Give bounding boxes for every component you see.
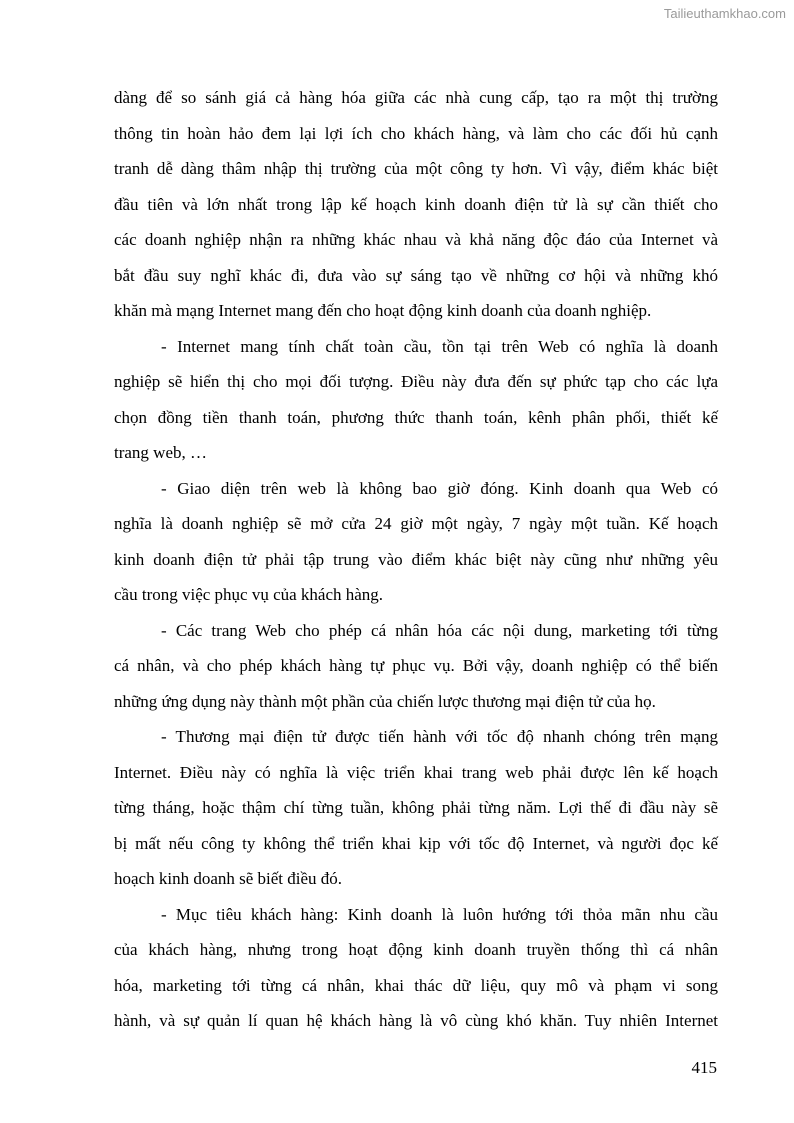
text-line: bị mất nếu công ty không thể triển khai kịp với tốc độ Internet, và người đọc kế (114, 833, 718, 853)
text-line: trang web, … (114, 443, 208, 462)
text-line: những ứng dụng này thành một phần của chiến lược thương mại điện tử của họ. (114, 691, 656, 711)
watermark: Tailieuthamkhao.com (663, 6, 786, 21)
text-line: tranh dễ dàng thâm nhập thị trường của một công ty hơn. Vì vậy, điểm khác biệt (114, 159, 718, 178)
text-line: hành, và sự quản lí quan hệ khách hàng là vô cùng khó khăn. Tuy nhiên Internet (114, 1011, 718, 1030)
text-line: của khách hàng, nhưng trong hoạt động kinh doanh truyền thống thì cá nhân (114, 940, 718, 959)
paragraph (114, 613, 718, 720)
paragraph (114, 897, 718, 1039)
text-line: nghiệp sẽ hiển thị cho mọi đối tượng. Điều này đưa đến sự phức tạp cho các lựa (114, 372, 718, 391)
page-number: 415 (691, 1058, 717, 1077)
text-line: - Internet mang tính chất toàn cầu, tồn tại trên Web có nghĩa là doanh (161, 336, 718, 356)
paragraph (114, 719, 718, 897)
text-line: - Mục tiêu khách hàng: Kinh doanh là luôn hướng tới thỏa mãn nhu cầu (161, 904, 718, 924)
text-line: cầu trong việc phục vụ của khách hàng. (114, 585, 384, 604)
text-line: thông tin hoàn hảo đem lại lợi ích cho khách hàng, và làm cho các đối hủ cạnh (114, 123, 718, 143)
paragraph (114, 80, 718, 329)
paragraph (114, 471, 718, 613)
text-line: hóa, marketing tới từng cá nhân, khai thác dữ liệu, quy mô và phạm vi song (114, 975, 718, 995)
text-line: bắt đầu suy nghĩ khác đi, đưa vào sự sáng tạo về những cơ hội và những khó (114, 265, 718, 285)
text-line: cá nhân, và cho phép khách hàng tự phục vụ. Bởi vậy, doanh nghiệp có thể biến (114, 656, 718, 675)
text-line: - Các trang Web cho phép cá nhân hóa các nội dung, marketing tới từng (161, 620, 718, 640)
text-line: đầu tiên và lớn nhất trong lập kế hoạch kinh doanh điện tử là sự cần thiết cho (114, 194, 718, 214)
text-line: - Giao diện trên web là không bao giờ đóng. Kinh doanh qua Web có (161, 478, 718, 498)
page-body (114, 80, 718, 1039)
text-line: Internet. Điều này có nghĩa là việc triển khai trang web phải được lên kế hoạch (114, 762, 718, 782)
text-line: dàng để so sánh giá cả hàng hóa giữa các nhà cung cấp, tạo ra một thị trường (114, 88, 718, 107)
text-line: hoạch kinh doanh sẽ biết điều đó. (114, 869, 343, 888)
text-line: các doanh nghiệp nhận ra những khác nhau và khả năng độc đáo của Internet và (114, 230, 718, 249)
text-line: kinh doanh điện tử phải tập trung vào điểm khác biệt này cũng như những yêu (114, 549, 718, 569)
text-line: nghĩa là doanh nghiệp sẽ mở cửa 24 giờ một ngày, 7 ngày một tuần. Kế hoạch (114, 514, 718, 533)
text-line: chọn đồng tiền thanh toán, phương thức thanh toán, kênh phân phối, thiết kế (114, 407, 718, 427)
paragraph (114, 329, 718, 471)
text-line: khăn mà mạng Internet mang đến cho hoạt động kinh doanh của doanh nghiệp. (114, 301, 652, 320)
text-line: - Thương mại điện tử được tiến hành với tốc độ nhanh chóng trên mạng (161, 727, 718, 746)
text-line: từng tháng, hoặc thậm chí từng tuần, không phải từng năm. Lợi thế đi đầu này sẽ (114, 798, 718, 817)
